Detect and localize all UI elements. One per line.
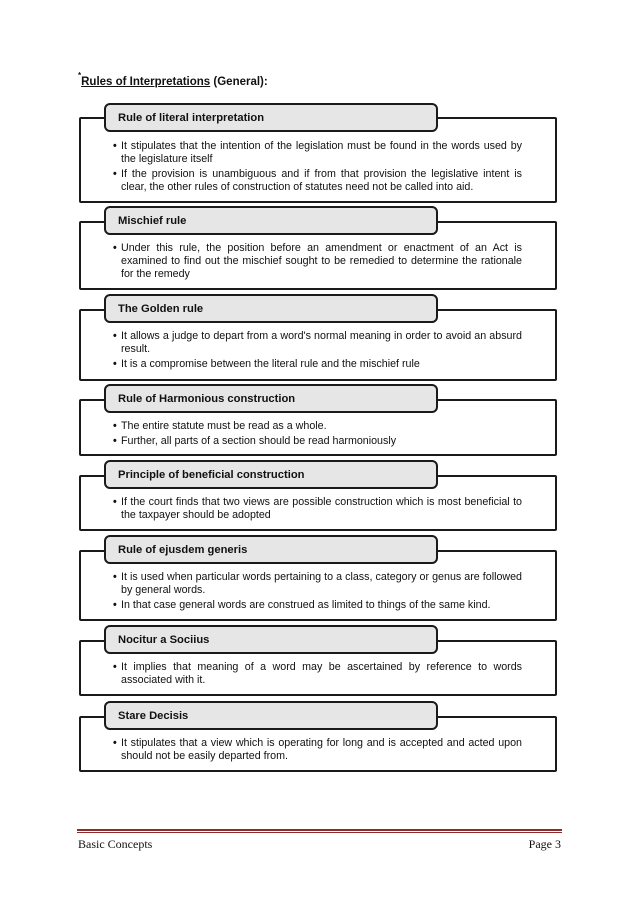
rule-items (114, 661, 522, 689)
rule-item: • It allows a judge to depart from a word's normal meaning in order to avoid an absurd result. (114, 330, 522, 356)
rule-item: • Under this rule, the position before an amendment or enactment of an Act is examined to find out the mischief sought to be remedied to determine the rationale for the remedy (114, 242, 522, 281)
rule-title-tab: Rule of ejusdem generis (104, 535, 438, 564)
footer-divider-thin (77, 832, 562, 833)
rule-title-tab: Rule of Harmonious construction (104, 384, 438, 413)
heading-title: Rules of Interpretations (81, 75, 211, 88)
rule-items (114, 737, 522, 765)
rule-title-tab: Stare Decisis (104, 701, 438, 730)
rule-item: • It is a compromise between the literal rule and the mischief rule (114, 358, 522, 371)
rule-item: • The entire statute must be read as a whole. (114, 420, 522, 433)
rule-item: • It stipulates that a view which is operating for long and is accepted and acted upon should not be easily departed from. (114, 737, 522, 763)
rule-items (114, 330, 522, 373)
rule-items (114, 420, 522, 450)
rule-title-tab: Mischief rule (104, 206, 438, 235)
rule-item: • It is used when particular words pertaining to a class, category or genus are followed by general words. (114, 571, 522, 597)
rule-item: • It implies that meaning of a word may be ascertained by reference to words associated with it. (114, 661, 522, 687)
rule-items (114, 496, 522, 524)
rule-items (114, 571, 522, 614)
rule-item: • In that case general words are construed as limited to things of the same kind. (114, 599, 522, 612)
rule-item: • If the provision is unambiguous and if from that provision the legislative intent is clear, the other rules of construction of statutes need not be called into aid. (114, 168, 522, 194)
rule-item: • If the court finds that two views are possible construction which is most beneficial to the taxpayer should be adopted (114, 496, 522, 522)
rule-items (114, 140, 522, 196)
footer-divider (77, 829, 562, 831)
rule-items (114, 242, 522, 283)
rule-title-tab: Nocitur a Sociius (104, 625, 438, 654)
footer-chapter-title: Basic Concepts (78, 837, 153, 851)
footer-page-number: Page 3 (528, 837, 561, 851)
footnote-marker: * (78, 71, 82, 80)
heading-suffix: (General): (210, 75, 268, 88)
rule-item: • Further, all parts of a section should be read harmoniously (114, 435, 522, 448)
rule-title-tab: Principle of beneficial construction (104, 460, 438, 489)
rule-title-tab: Rule of literal interpretation (104, 103, 438, 132)
rule-item: • It stipulates that the intention of the legislation must be found in the words used by the legislature itself (114, 140, 522, 166)
page-heading (78, 73, 268, 88)
rule-title-tab: The Golden rule (104, 294, 438, 323)
